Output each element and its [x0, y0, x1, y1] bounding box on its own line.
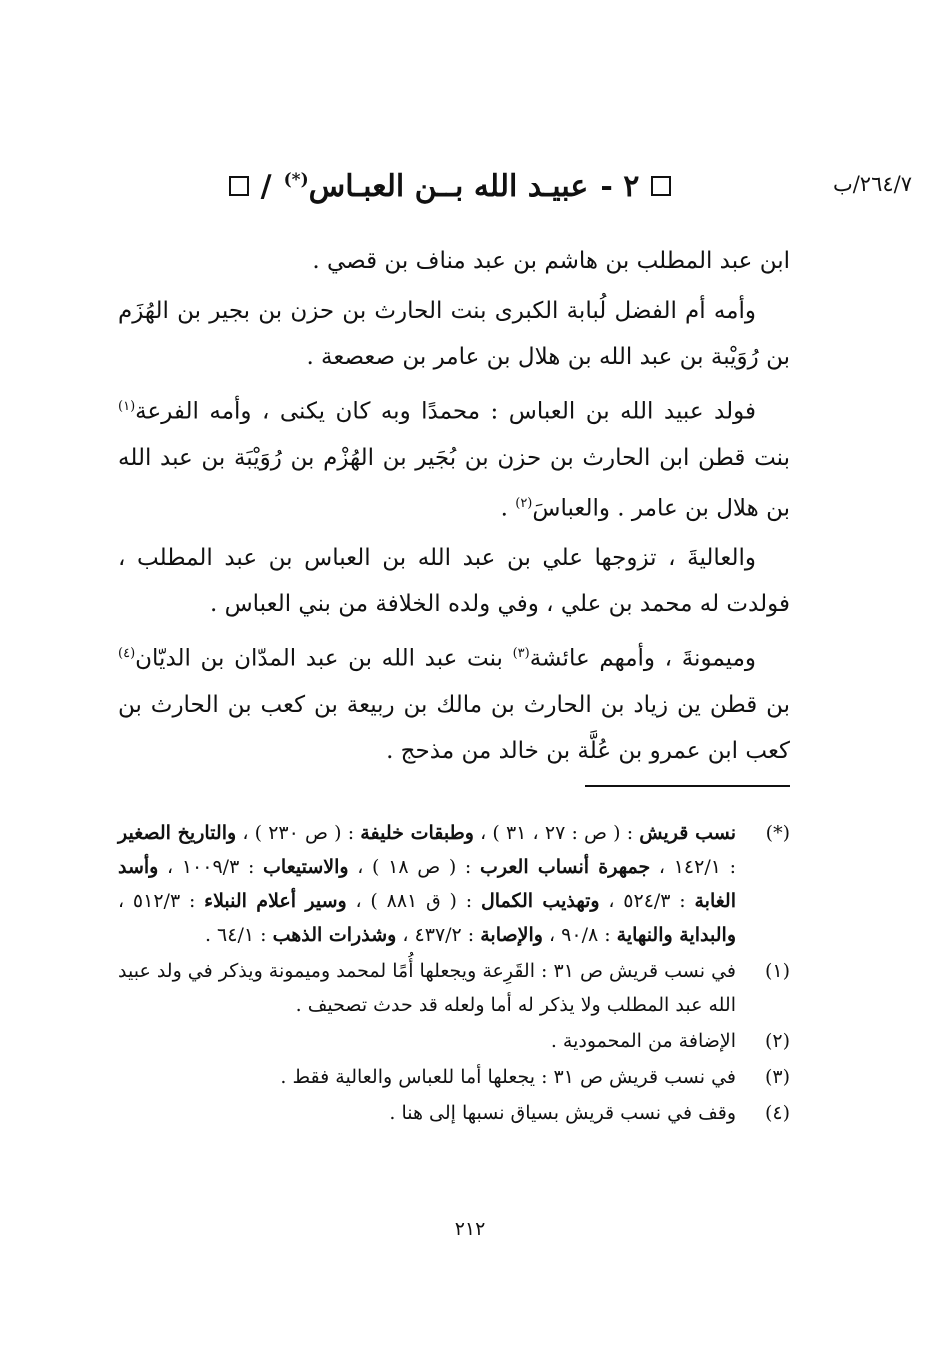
footnote-sources: نسب قريش : ( ص : ٢٧ ، ٣١ ) ، وطبقات خليفة : ( ص ٢٣٠ ) ، والتاريخ الصغير : ١٤٢/١ ، جمهرة أنساب العرب : ( ص ١٨ ) ، والاستيعاب : ١٠٠٩/٣ ، وأسد الغابة : ٥٢٤/٣ ، وتهذيب الكمال : ( ق ٨٨١ ) ، وسير أعلام النبلاء : ٥١٢/٣ ، والبداية والنهاية : ٩٠/٨ ، والإصابة : ٤٣٧/٢ ، وشذرات الذهب : ٦٤/١ .: [118, 822, 737, 946]
manuscript-folio-reference: ٢٦٤/٧/ب: [832, 172, 912, 196]
entry-number: ٢ -: [600, 168, 640, 204]
footnote-text: الإضافة من المحمودية .: [550, 1030, 736, 1052]
footnote-4: [118, 1096, 790, 1130]
footnote-star: [118, 816, 790, 952]
paragraph-aliya: والعاليةَ ، تزوجها علي بن عبد الله بن العباس بن عبد المطلب ، فولدت له محمد بن علي ، وفي ولده الخلافة من بني العباس .: [118, 545, 790, 618]
footnote-separator: [585, 785, 790, 787]
main-text: [118, 238, 790, 778]
footnotes: [118, 816, 790, 1132]
square-bullet-icon: [651, 176, 671, 196]
paragraph-lineage: ابن عبد المطلب بن هاشم بن عبد مناف بن قصي .: [312, 248, 790, 274]
paragraph-children: فولد عبيد الله بن العباس : محمدًا وبه كان يكنى ، وأمه الفرعة$^{(١)}$ بنت قطن ابن الحارث بن حزن بن بُجَير بن الهُزْم بن رُوَيْبَة بن عبد الله بن هلال بن عامر . والعباسَ$^{(٢)}$ .: [118, 398, 790, 522]
paragraph-mother: وأمه أم الفضل لُبابة الكبرى بنت الحارث بن حزن بن بجير بن الهُزَم بن رُوَيْبة بن عبد الله بن هلال بن عامر بن صعصعة .: [118, 298, 790, 370]
square-bullet-icon: [229, 176, 249, 196]
footnote-text: وقف في نسب قريش بسياق نسبها إلى هنا .: [389, 1102, 736, 1124]
footnote-number: (*): [765, 822, 790, 844]
footnote-ref-1[interactable]: (١): [118, 399, 136, 414]
footnote-number: (٣): [764, 1066, 790, 1088]
footnote-text: في نسب قريش ص ٣١ : القَرِعة ويجعلها أُمًا لمحمد وميمونة ويذكر في ولد عبيد الله عبد المطلب ولا يذكر له أما ولعله قد حدث تصحيف .: [118, 960, 736, 1016]
footnote-ref-3[interactable]: (٣): [512, 646, 530, 662]
footnote-number: (٤): [764, 1102, 790, 1124]
footnote-3: [118, 1060, 790, 1094]
entry-title: [220, 160, 680, 212]
footnote-ref-4[interactable]: (٤): [118, 646, 136, 662]
entry-name: عبيـد الله بــن العبـاس(*): [283, 168, 589, 204]
footnote-2: [118, 1024, 790, 1058]
page-number: ٢١٢: [454, 1218, 486, 1240]
footnote-number: (١): [764, 960, 790, 982]
footnote-number: (٢): [764, 1030, 790, 1052]
footnote-text: في نسب قريش ص ٣١ : يجعلها أما للعباس والعالية فقط .: [280, 1066, 736, 1088]
paragraph-maymuna: وميمونةَ ، وأمهم عائشة$^{(٣)}$ بنت عبد الله بن عبد المدّان بن الديّان$^{(٤)}$ بن قطن ين زياد بن الحارث بن مالك بن ربيعة بن كعب بن الحارث بن كعب ابن عمرو بن عُلَّة بن خالد من مذحج .: [118, 645, 790, 764]
footnote-1: [118, 954, 790, 1022]
footnote-ref-2[interactable]: (٢): [515, 495, 533, 511]
title-slash: /: [260, 168, 272, 204]
title-footnote-marker: (*): [283, 169, 309, 190]
